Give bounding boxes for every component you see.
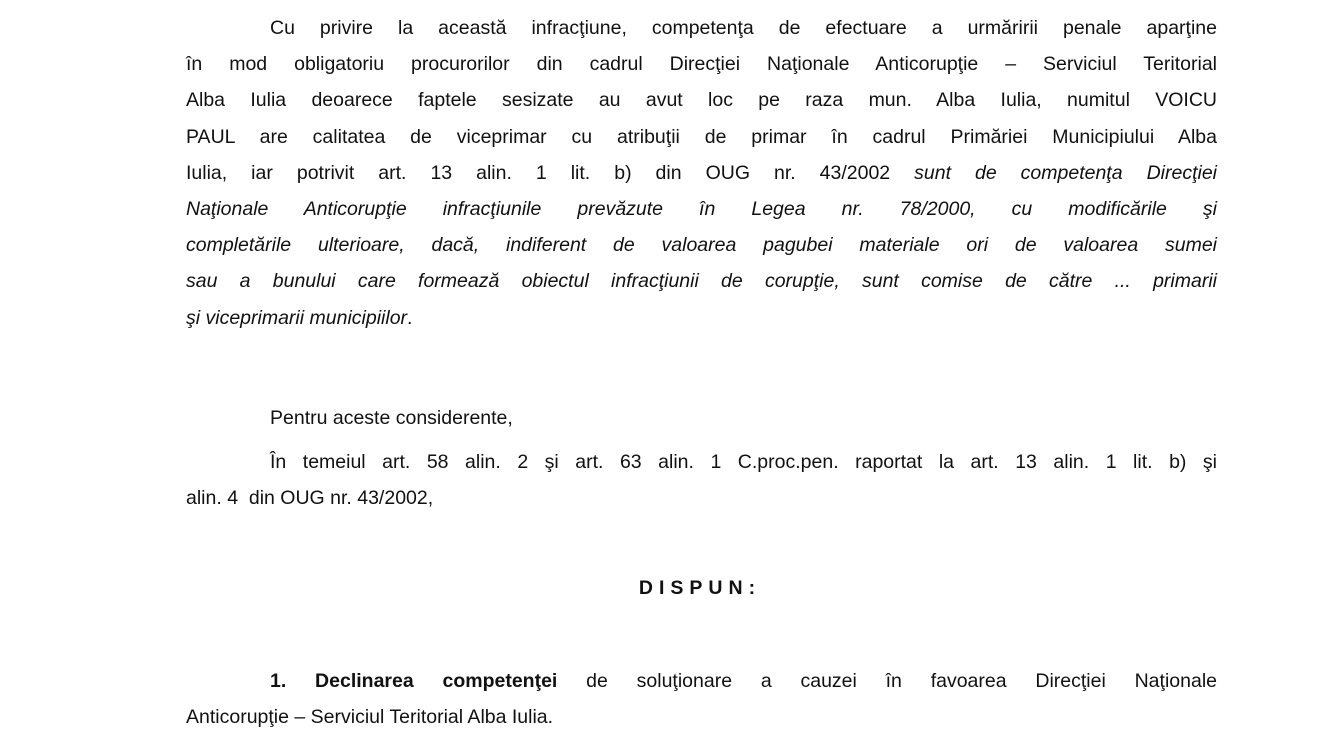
- text-italic: Naţionale Anticorupţie infracţiunile prevăzute în Legea nr. 78/2000, cu modificările şi: [186, 197, 1217, 220]
- text-italic: sau a bunului care formează obiectul infracţiunii de corupţie, sunt comise de către ... primarii: [186, 270, 1217, 293]
- paragraph-legal-basis: [186, 444, 1217, 516]
- text-normal: Iulia, iar potrivit art. 13 alin. 1 lit. b) din OUG nr. 43/2002: [186, 161, 915, 184]
- text-line: [186, 227, 1217, 263]
- paragraph-competence: [186, 10, 1217, 336]
- text-line: Cu privire la această infracţiune, competenţa de efectuare a urmăririi penale aparţine: [270, 17, 1217, 39]
- text-line: În temeiul art. 58 alin. 2 şi art. 63 alin. 1 C.proc.pen. raportat la art. 13 alin. 1 lit. b) şi: [270, 451, 1217, 473]
- text-line: Alba Iulia deoarece faptele sesizate au avut loc pe raza mun. Alba Iulia, numitul VOICU: [186, 89, 1217, 112]
- text-line: Pentru aceste considerente,: [270, 407, 513, 429]
- section-heading: DISPUN:: [638, 577, 762, 599]
- text-line: [186, 300, 1217, 336]
- text-line: [186, 263, 1217, 299]
- text-bold: 1. Declinarea competenţei: [270, 670, 558, 692]
- text-italic: sunt de competenţa Direcţiei: [914, 161, 1217, 184]
- text-italic: şi viceprimarii municipiilor: [186, 306, 408, 329]
- text-line: Anticorupţie – Serviciul Teritorial Alba Iulia.: [186, 706, 554, 729]
- text-italic: completările ulterioare, dacă, indiferent de valoarea pagubei materiale ori de valoarea sumei: [186, 234, 1217, 257]
- paragraph-considerations: [186, 400, 1217, 436]
- paragraph-decision-1: [186, 663, 1217, 735]
- text-line: PAUL are calitatea de viceprimar cu atribuţii de primar în cadrul Primăriei Municipiului Alba: [186, 125, 1217, 148]
- text-line: [186, 191, 1217, 227]
- text-line: în mod obligatoriu procurorilor din cadrul Direcţiei Naţionale Anticorupţie – Serviciul Teritorial: [186, 53, 1217, 76]
- text-normal: .: [407, 306, 413, 329]
- text-line: alin. 4 din OUG nr. 43/2002,: [186, 487, 434, 510]
- text-line: [186, 155, 1217, 191]
- text-normal: de soluţionare a cauzei în favoarea Direcţiei Naţionale: [557, 670, 1217, 692]
- text-line: [186, 663, 1217, 699]
